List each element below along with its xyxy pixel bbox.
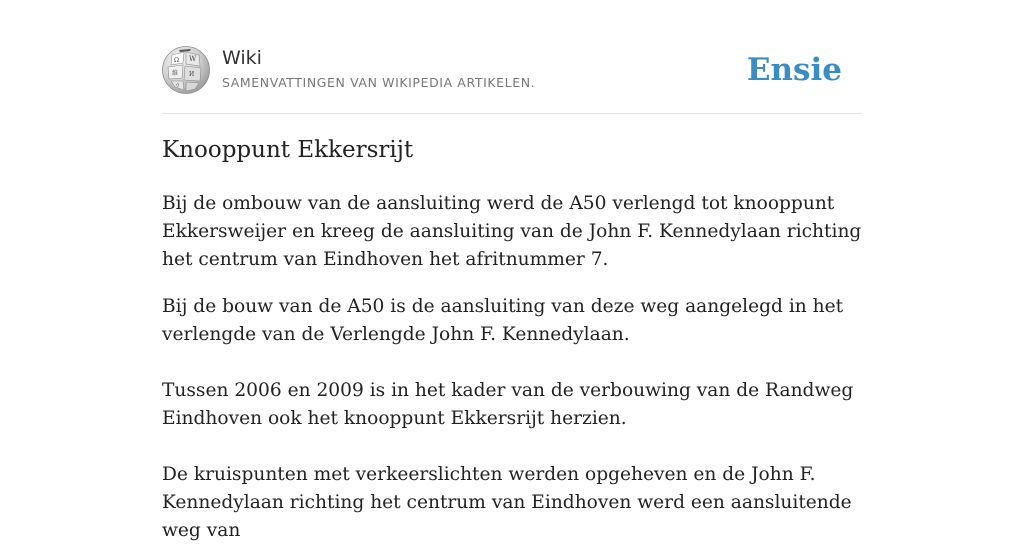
- site-name[interactable]: Wiki: [222, 47, 262, 69]
- svg-text:W: W: [189, 55, 197, 63]
- svg-text:И: И: [189, 71, 195, 78]
- site-header: [162, 46, 862, 96]
- svg-text:維: 維: [172, 70, 179, 77]
- brand-logo[interactable]: Ensie: [746, 52, 842, 88]
- header-divider: [162, 113, 862, 114]
- svg-text:ウ: ウ: [175, 83, 181, 89]
- article-paragraph: Tussen 2006 en 2009 is in het kader van de verbouwing van de Randweg Eindhoven ook het knooppunt Ekkersrijt herzien.: [162, 380, 854, 429]
- page: [162, 0, 862, 541]
- wikipedia-globe-icon[interactable]: [162, 46, 210, 94]
- site-tagline: SAMENVATTINGEN VAN WIKIPEDIA ARTIKELEN.: [222, 75, 536, 90]
- page-title: Knooppunt Ekkersrijt: [162, 137, 414, 163]
- article-paragraph: Bij de bouw van de A50 is de aansluiting van deze weg aangelegd in het verlengde van de Verlengde John F. Kennedylaan.: [162, 296, 844, 345]
- article-paragraph: De kruispunten met verkeerslichten werden opgeheven en de John F. Kennedylaan richting het centrum van Eindhoven werd een aansluitende weg van: [162, 464, 852, 541]
- svg-text:Ω: Ω: [174, 57, 179, 64]
- article-paragraph: Bij de ombouw van de aansluiting werd de A50 verlengd tot knooppunt Ekkersweijer en kreeg de aansluiting van de John F. Kennedylaan richting het centrum van Eindhoven het afritnummer 7.: [162, 193, 862, 270]
